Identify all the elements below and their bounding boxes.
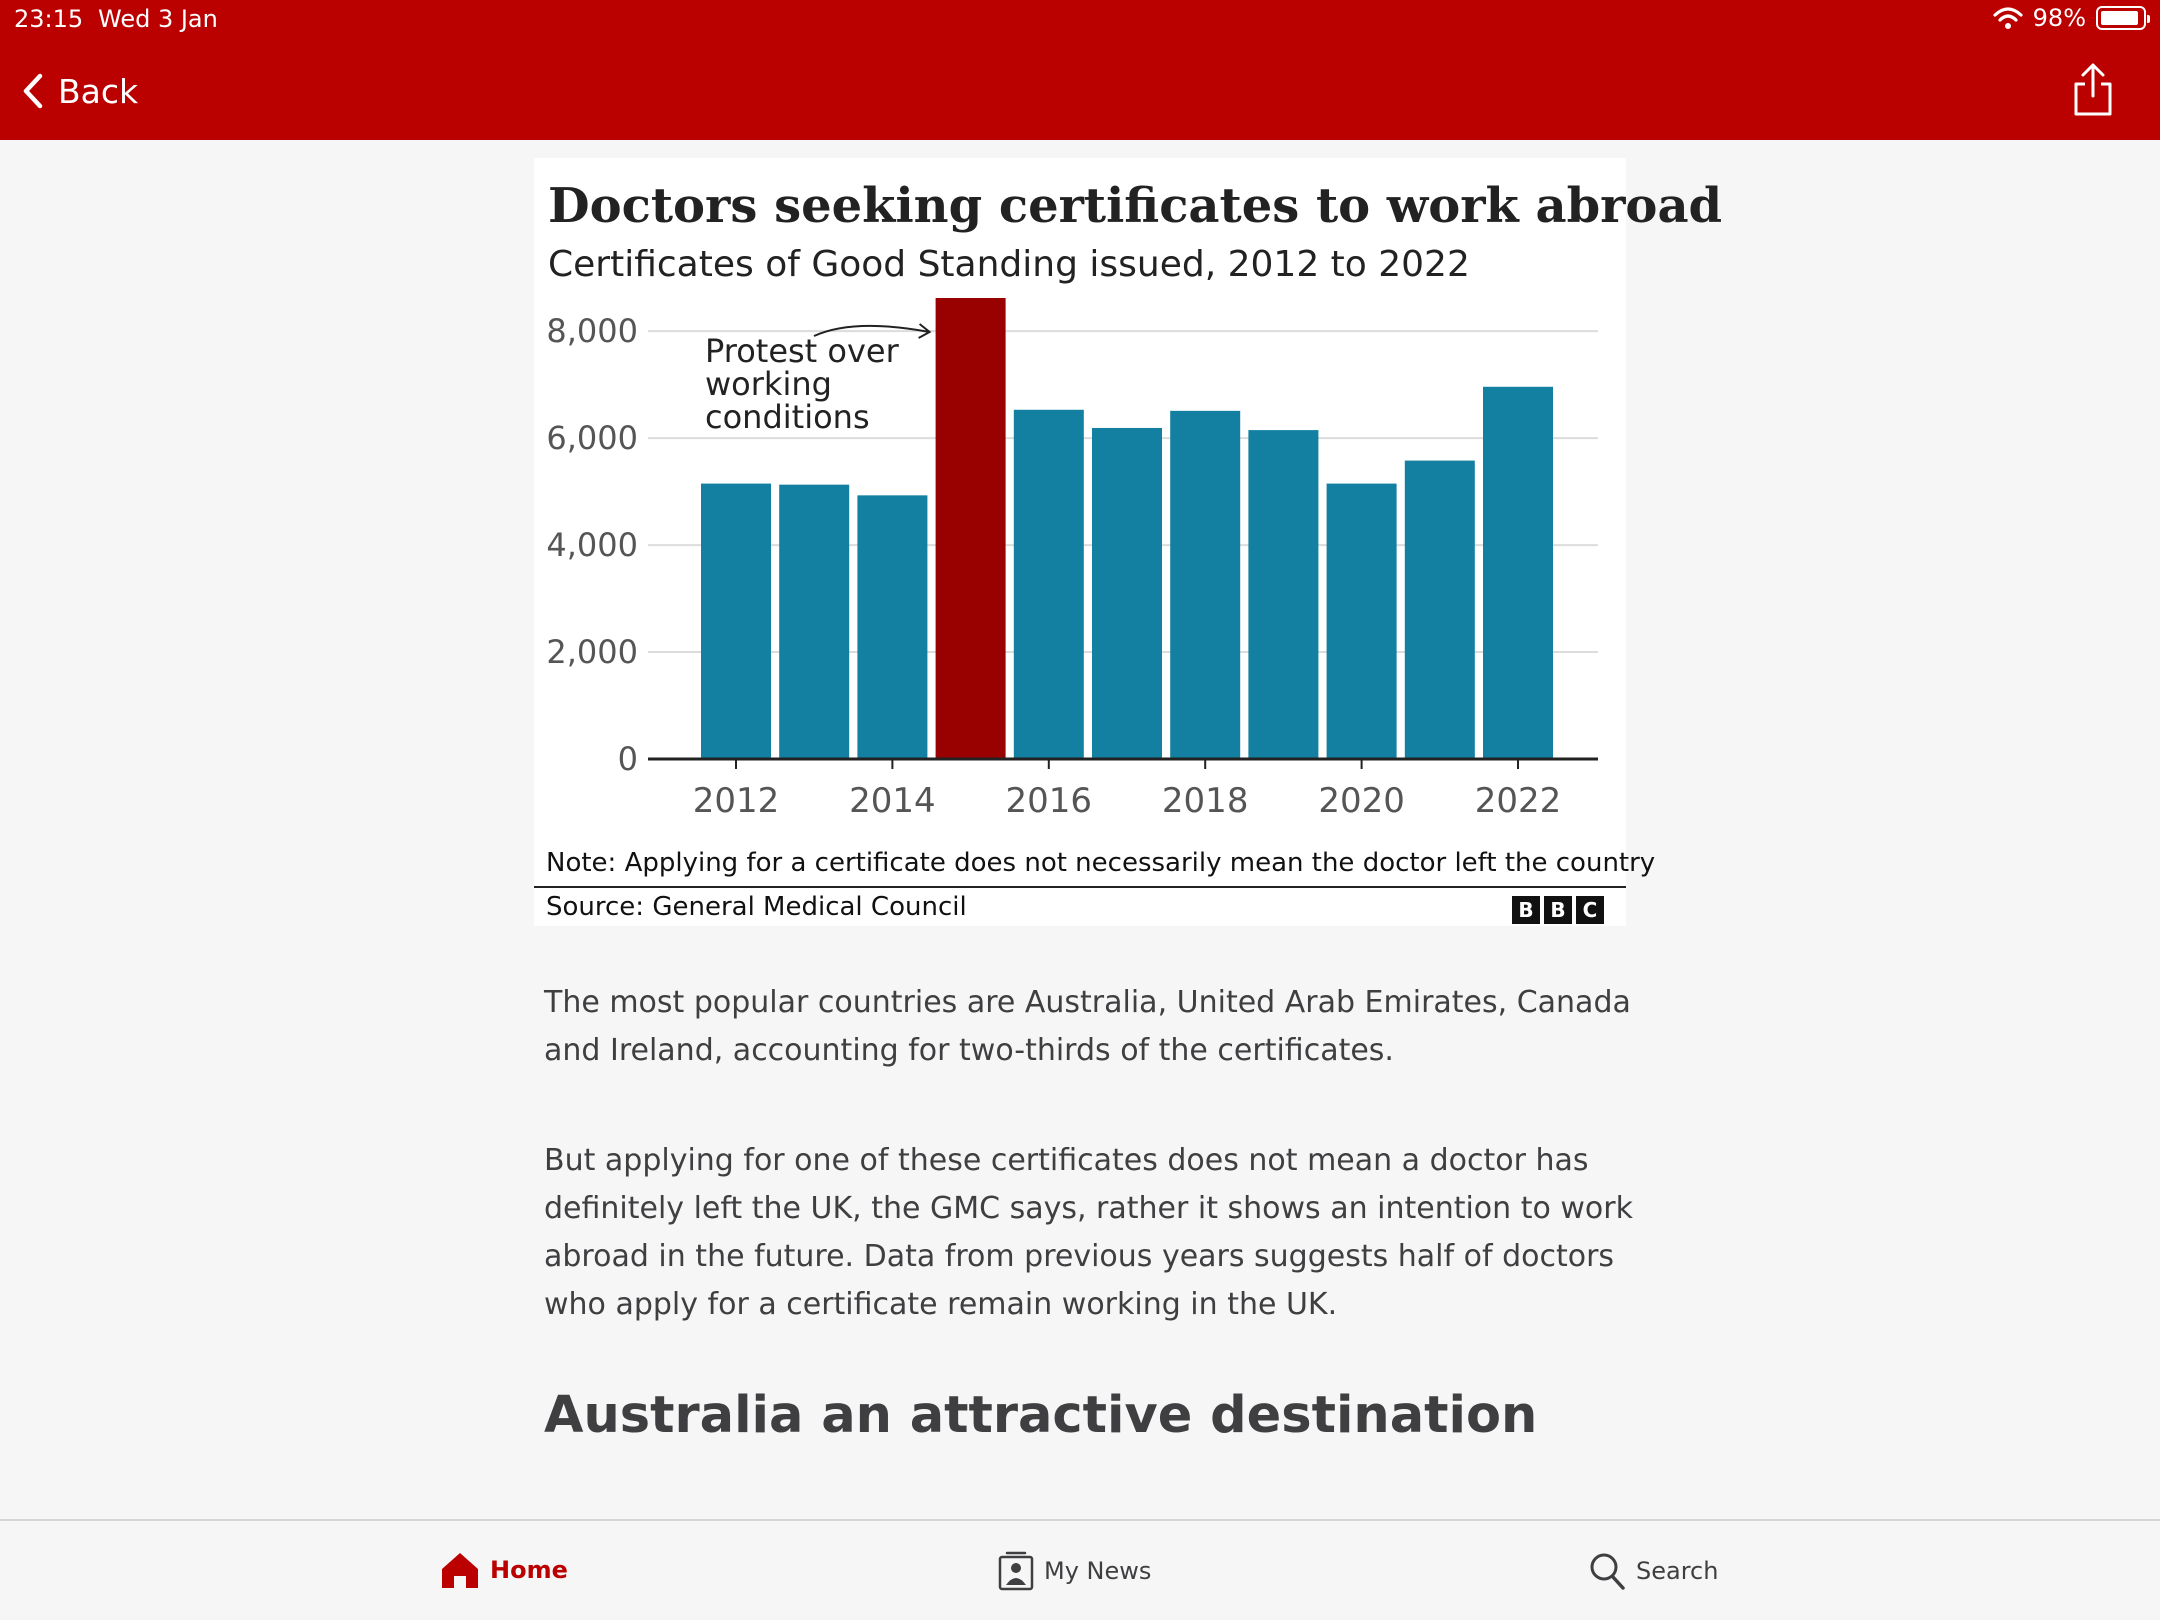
y-tick-label: 8,000	[546, 312, 638, 351]
tab-home[interactable]	[440, 1551, 568, 1589]
y-tick-label: 2,000	[546, 633, 638, 672]
bar	[1092, 428, 1162, 759]
back-label: Back	[58, 71, 139, 111]
tab-my-news-label: My News	[1044, 1557, 1152, 1585]
bar	[1170, 411, 1240, 759]
battery-icon	[2096, 6, 2146, 30]
chart-source: Source: General Medical Council	[546, 892, 967, 922]
bar	[857, 495, 927, 759]
status-indicators	[1993, 4, 2146, 32]
bbc-logo-letter: C	[1576, 896, 1604, 924]
bbc-logo-letter: B	[1512, 896, 1540, 924]
x-tick-label: 2018	[1161, 781, 1249, 821]
y-tick-label: 0	[617, 740, 638, 778]
bar	[1014, 410, 1084, 759]
article-paragraph: The most popular countries are Australia, United Arab Emirates, Canada and Ireland, accounting for two-thirds of the certificates.	[544, 985, 1631, 1068]
tab-home-label: Home	[490, 1556, 568, 1584]
bar	[1405, 461, 1475, 759]
x-tick-label: 2022	[1474, 781, 1562, 821]
bbc-logo-letter: B	[1544, 896, 1572, 924]
home-icon	[440, 1551, 480, 1589]
bar	[1248, 430, 1318, 759]
y-tick-label: 6,000	[546, 419, 638, 458]
bar	[779, 485, 849, 759]
status-date: Wed 3 Jan	[98, 5, 218, 33]
chart-subtitle: Certificates of Good Standing issued, 2012 to 2022	[548, 244, 1470, 285]
bar	[936, 298, 1006, 759]
article-paragraph: But applying for one of these certificates does not mean a doctor has definitely left the UK, the GMC says, rather it shows an intention to work abroad in the future. Data from previous years suggests half of doctors who apply for a certificate remain working in the UK.	[544, 1143, 1633, 1322]
x-tick-label: 2012	[692, 781, 780, 821]
back-button[interactable]	[22, 66, 138, 116]
battery-percent: 98%	[2032, 4, 2086, 32]
x-tick-label: 2020	[1318, 781, 1405, 821]
chart-card	[534, 158, 1723, 926]
my-news-icon	[998, 1551, 1034, 1591]
top-bar	[0, 0, 2160, 140]
y-tick-label: 4,000	[546, 526, 638, 565]
tab-my-news[interactable]	[998, 1551, 1151, 1591]
status-time: 23:15	[14, 5, 84, 33]
tab-bar	[0, 1519, 2160, 1620]
bar	[1327, 484, 1397, 759]
tab-search[interactable]	[1588, 1551, 1718, 1591]
annotation-text: Protest over	[705, 332, 899, 370]
bbc-logo	[1512, 896, 1604, 924]
search-icon	[1588, 1551, 1626, 1591]
tab-search-label: Search	[1636, 1557, 1719, 1585]
section-heading: Australia an attractive destination	[544, 1386, 1538, 1445]
annotation-text: conditions	[705, 398, 870, 436]
bar	[701, 484, 771, 759]
wifi-icon	[1993, 6, 2023, 30]
bar	[1483, 387, 1553, 759]
annotation-text: working	[705, 365, 832, 403]
chart-divider	[534, 886, 1626, 888]
share-icon[interactable]	[2068, 62, 2118, 118]
x-tick-label: 2014	[849, 781, 936, 821]
chevron-left-icon	[22, 72, 44, 110]
x-tick-label: 2016	[1005, 781, 1093, 821]
chart-title: Doctors seeking certificates to work abroad	[548, 178, 1723, 234]
chart-note: Note: Applying for a certificate does not necessarily mean the doctor left the country	[546, 848, 1656, 878]
